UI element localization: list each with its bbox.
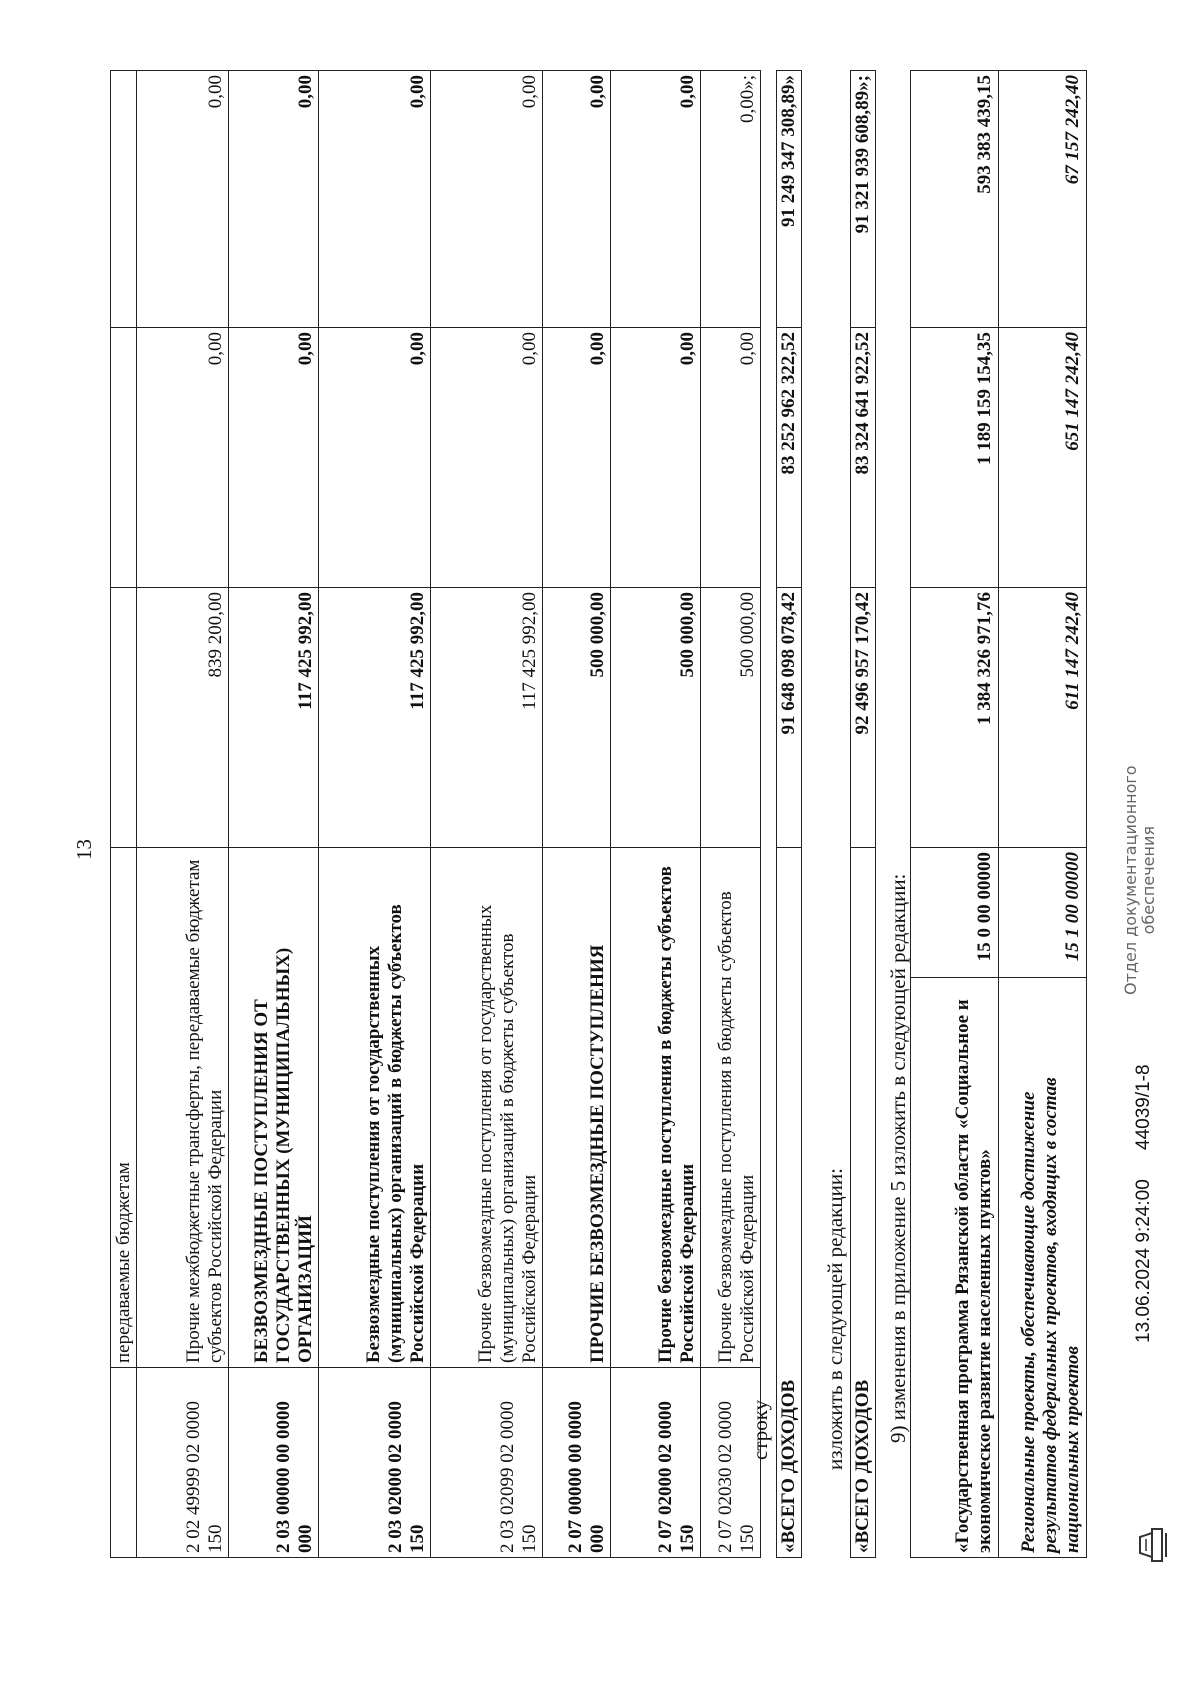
total-new-v3: 91 321 939 608,89»;	[851, 71, 876, 328]
total-old-v1: 91 648 098 078,42	[777, 588, 802, 848]
total-new-label: «ВСЕГО ДОХОДОВ	[851, 848, 876, 1558]
row-value-3	[111, 71, 137, 328]
program-name: Региональные проекты, обеспечивающие достижение результатов федеральных проектов, входящих в состав национальных проектов	[999, 978, 1087, 1558]
program-value-1: 1 384 326 971,76	[911, 588, 999, 848]
row-value-1: 117 425 992,00	[319, 588, 431, 848]
program-value-3: 593 383 439,15	[911, 71, 999, 328]
program-value-1: 611 147 242,40	[999, 588, 1087, 848]
row-value-2: 0,00	[137, 328, 229, 588]
table-row	[701, 71, 761, 1558]
row-name: Прочие безвозмездные поступления в бюджеты субъектов Российской Федерации	[701, 848, 761, 1368]
row-name: Прочие безвозмездные поступления от государственных (муниципальных) организаций в бюджеты субъектов Российской Федерации	[431, 848, 543, 1368]
row-code: 2 03 02000 02 0000 150	[319, 1368, 431, 1558]
program-row	[911, 71, 999, 1558]
row-name: Прочие межбюджетные трансферты, передаваемые бюджетам субъектов Российской Федерации	[137, 848, 229, 1368]
stamp-line-2: обеспечения	[1139, 826, 1158, 935]
printer-logo-icon	[1130, 1525, 1170, 1565]
row-value-1: 500 000,00	[611, 588, 701, 848]
row-value-2: 0,00	[543, 328, 611, 588]
row-name: БЕЗВОЗМЕЗДНЫЕ ПОСТУПЛЕНИЯ ОТ ГОСУДАРСТВЕННЫХ (МУНИЦИПАЛЬНЫХ) ОРГАНИЗАЦИЙ	[229, 848, 319, 1368]
row-name: Прочие безвозмездные поступления в бюджеты субъектов Российской Федерации	[611, 848, 701, 1368]
row-code: 2 03 02099 02 0000 150	[431, 1368, 543, 1558]
text-changes: 9) изменения в приложение 5 изложить в следующей редакции:	[886, 873, 910, 1443]
program-code: 15 0 00 00000	[911, 848, 999, 978]
total-new-v1: 92 496 957 170,42	[851, 588, 876, 848]
table-row	[611, 71, 701, 1558]
row-code: 2 07 00000 00 0000 000	[543, 1368, 611, 1558]
row-name: Безвозмездные поступления от государственных (муниципальных) организаций в бюджеты субъектов Российской Федерации	[319, 848, 431, 1368]
row-value-3: 0,00»;	[701, 71, 761, 328]
row-value-3: 0,00	[543, 71, 611, 328]
program-value-2: 651 147 242,40	[999, 328, 1087, 588]
row-value-1: 117 425 992,00	[431, 588, 543, 848]
row-name: передаваемые бюджетам	[111, 848, 137, 1368]
total-old-v2: 83 252 962 322,52	[777, 328, 802, 588]
row-value-2: 0,00	[431, 328, 543, 588]
row-code: 2 07 02030 02 0000 150	[701, 1368, 761, 1558]
table-row	[319, 71, 431, 1558]
row-value-1	[111, 588, 137, 848]
revenue-table	[110, 70, 761, 1558]
program-value-2: 1 189 159 154,35	[911, 328, 999, 588]
row-value-2	[111, 328, 137, 588]
table-row	[137, 71, 229, 1558]
department-stamp	[1122, 765, 1158, 995]
row-value-3: 0,00	[137, 71, 229, 328]
footer-date: 13.06.2024 9:24:00	[1133, 1179, 1154, 1343]
total-old-v3: 91 249 347 308,89»	[777, 71, 802, 328]
total-old-row	[777, 71, 802, 1558]
program-value-3: 67 157 242,40	[999, 71, 1087, 328]
table-row	[431, 71, 543, 1558]
row-value-1: 500 000,00	[543, 588, 611, 848]
row-value-3: 0,00	[319, 71, 431, 328]
row-code: 2 02 49999 02 0000 150	[137, 1368, 229, 1558]
footer-doc-number: 44039/1-8	[1133, 1064, 1154, 1150]
table-row	[543, 71, 611, 1558]
row-value-3: 0,00	[431, 71, 543, 328]
row-name: ПРОЧИЕ БЕЗВОЗМЕЗДНЫЕ ПОСТУПЛЕНИЯ	[543, 848, 611, 1368]
row-value-2: 0,00	[701, 328, 761, 588]
program-table	[910, 70, 1087, 1558]
row-value-1: 117 425 992,00	[229, 588, 319, 848]
row-code: 2 03 00000 00 0000 000	[229, 1368, 319, 1558]
row-value-1: 500 000,00	[701, 588, 761, 848]
table-row	[111, 71, 137, 1558]
row-value-2: 0,00	[611, 328, 701, 588]
page-number: 13	[72, 839, 96, 860]
stamp-line-1: Отдел документационного	[1121, 765, 1140, 995]
row-value-3: 0,00	[611, 71, 701, 328]
total-old-label: «ВСЕГО ДОХОДОВ	[777, 848, 802, 1558]
table-row	[229, 71, 319, 1558]
total-new-v2: 83 324 641 922,52	[851, 328, 876, 588]
text-izlozhit: изложить в следующей редакции:	[823, 1168, 847, 1470]
row-value-2: 0,00	[319, 328, 431, 588]
row-code: 2 07 02000 02 0000 150	[611, 1368, 701, 1558]
total-new-row	[851, 71, 876, 1558]
row-value-1: 839 200,00	[137, 588, 229, 848]
program-name: «Государственная программа Рязанской области «Социальное и экономическое развитие населенных пунктов»	[911, 978, 999, 1558]
total-new-table	[850, 70, 876, 1558]
program-row	[999, 71, 1087, 1558]
row-value-2: 0,00	[229, 328, 319, 588]
total-old-table	[776, 70, 802, 1558]
program-code: 15 1 00 00000	[999, 848, 1087, 978]
text-stroku: строку	[748, 1399, 772, 1460]
row-code	[111, 1368, 137, 1558]
row-value-3: 0,00	[229, 71, 319, 328]
